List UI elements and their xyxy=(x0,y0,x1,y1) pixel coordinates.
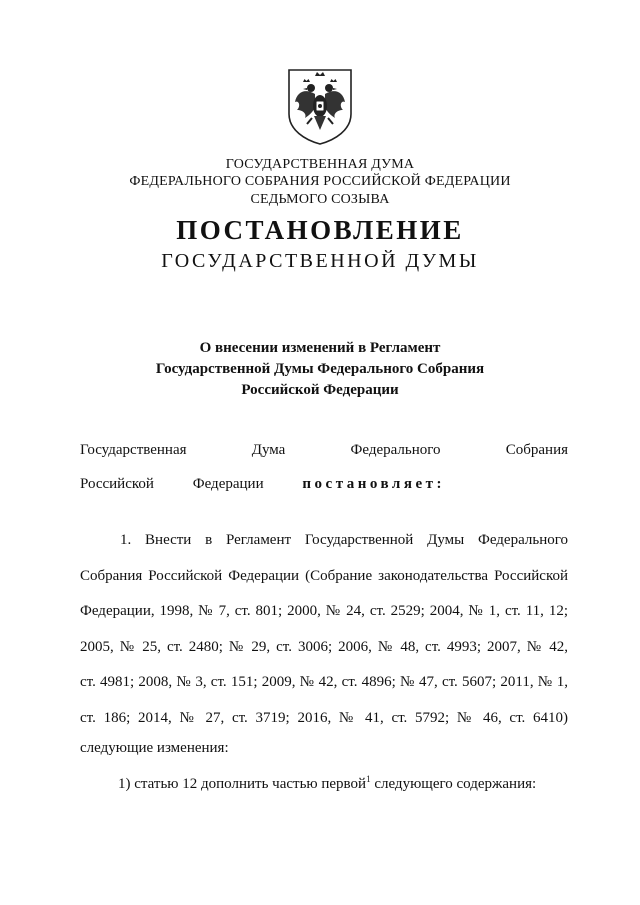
item-1-line: ст. 4981; 2008, № 3, ст. 151; 2009, № 42, ст. 4896; № 47, ст. 5607; 2011, № 1, xyxy=(80,674,568,690)
preamble-line-1 xyxy=(80,440,568,460)
item-1-line: следующие изменения: xyxy=(80,740,229,756)
item-1-line: 2005, № 25, ст. 2480; № 29, ст. 3006; 2006, № 48, ст. 4993; 2007, № 42, xyxy=(80,639,568,655)
item-1-line: 1. Внести в Регламент Государственной Думы Федерального xyxy=(120,532,568,548)
item-1-line: Собрания Российской Федерации (Собрание законодательства Российской xyxy=(80,568,568,584)
org-name-line-1: ГОСУДАРСТВЕННАЯ ДУМА xyxy=(225,157,415,172)
preamble-word: Федерального xyxy=(350,442,441,458)
document-type-heading: ПОСТАНОВЛЕНИЕ xyxy=(176,215,464,245)
title-line-2: Государственной Думы Федерального Собрания xyxy=(155,361,485,377)
item-1-line: Федерации, 1998, № 7, ст. 801; 2000, № 24, ст. 2529; 2004, № 1, ст. 11, 12; xyxy=(80,603,568,619)
preamble-word: Собрания xyxy=(505,442,568,458)
title-line-3: Российской Федерации xyxy=(241,382,399,398)
document-type-subheading: ГОСУДАРСТВЕННОЙ ДУМЫ xyxy=(161,250,479,272)
preamble-line-2 xyxy=(80,474,445,494)
sub-item-1 xyxy=(118,774,578,794)
preamble-word: Государственная xyxy=(80,442,187,458)
preamble-word: Дума xyxy=(251,442,286,458)
resolves-word: постановляет: xyxy=(302,476,445,492)
title-line-1: О внесении изменений в Регламент xyxy=(199,340,441,356)
preamble-word: Российской xyxy=(80,476,154,492)
sub-item-1-text: 1) статью 12 дополнить частью первой xyxy=(118,776,367,792)
org-name-line-2: ФЕДЕРАЛЬНОГО СОБРАНИЯ РОССИЙСКОЙ ФЕДЕРАЦИИ xyxy=(129,174,511,189)
preamble-word: Федерации xyxy=(192,476,264,492)
convocation-line: СЕДЬМОГО СОЗЫВА xyxy=(250,192,390,207)
footnote-superscript: 1 xyxy=(366,774,371,784)
sub-item-1-tail: следующего содержания: xyxy=(370,776,537,792)
item-1-line: ст. 186; 2014, № 27, ст. 3719; 2016, № 41, ст. 5792; № 46, ст. 6410) xyxy=(80,710,568,726)
coat-of-arms-emblem xyxy=(285,66,355,146)
